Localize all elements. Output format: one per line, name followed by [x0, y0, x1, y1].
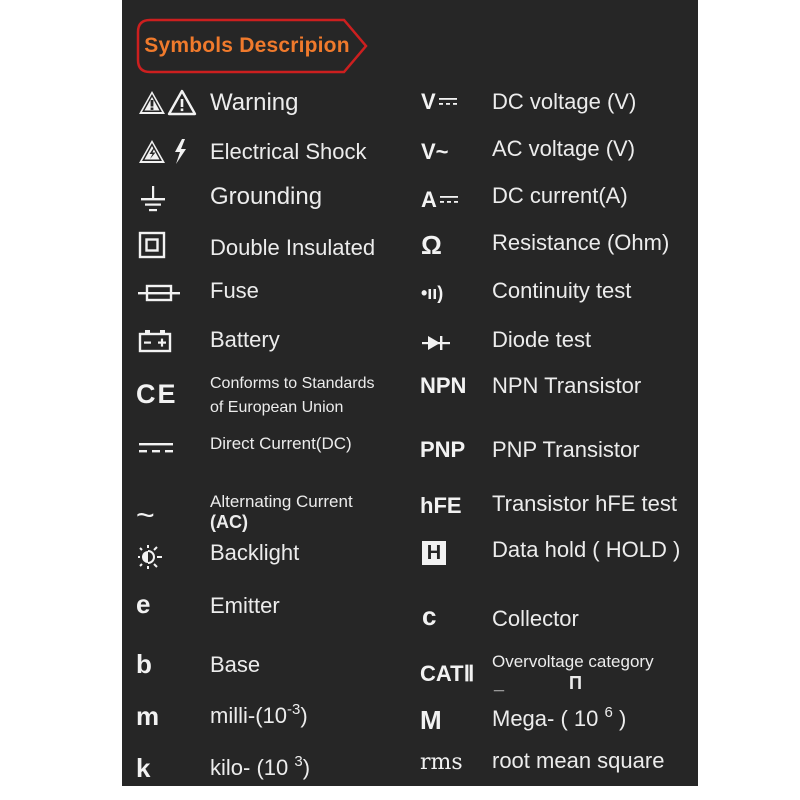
ac-voltage-label: AC voltage (V) [492, 136, 636, 161]
mega-symbol: M [420, 704, 442, 735]
page-title: Symbols Descripion [144, 34, 350, 57]
pnp-label: PNP Transistor [492, 437, 640, 462]
hold-icon [422, 540, 448, 566]
rms-label: root mean square [492, 748, 665, 773]
npn-symbol: NPN [420, 373, 467, 398]
battery-icon [138, 327, 174, 355]
ce-label-line1: Conforms to Standards [210, 375, 375, 392]
overvoltage-label-line1: Overvoltage category [492, 652, 654, 671]
hfe-symbol: hFE [420, 493, 462, 518]
rms-symbol: rms [420, 749, 463, 775]
diode-icon [422, 332, 456, 354]
sun-icon [138, 542, 168, 572]
milli-label: milli-$(10^{-3})$ [210, 701, 308, 728]
dc-voltage-symbol: V [421, 88, 471, 116]
dc-voltage-label: DC voltage (V) [492, 89, 637, 114]
hold-symbol: H [422, 541, 446, 565]
fuse-icon [138, 281, 182, 305]
collector-label: Collector [492, 606, 579, 631]
mega-label: Mega- ( 10 $^6$ ) [492, 704, 627, 731]
ce-label-line2: of European Union [210, 399, 344, 416]
pnp-symbol: PNP [420, 437, 466, 462]
warning-label: Warning [210, 89, 299, 116]
cat-symbol: CATⅡ [420, 661, 475, 686]
title-banner [136, 18, 368, 74]
continuity-symbol: •ıı) [421, 282, 444, 303]
ac-label-line1: Alternating Current [210, 492, 353, 511]
base-symbol: b [136, 648, 152, 679]
npn-label: NPN Transistor [492, 373, 642, 398]
ac-label-line2: (AC) [210, 512, 248, 532]
dc-label: Direct Current(DC) [210, 434, 352, 453]
double-insulated-label: Double Insulated [210, 235, 376, 260]
backlight-label: Backlight [210, 540, 300, 565]
kilo-label: kilo- (10 $^3$) [210, 753, 311, 780]
battery-label: Battery [210, 327, 280, 352]
collector-symbol: c [422, 600, 437, 631]
resistance-label: Resistance (Ohm) [492, 230, 670, 255]
electric-shock-icon [138, 137, 198, 167]
ce-mark: CE [136, 378, 178, 409]
electric-shock-label: Electrical Shock [210, 139, 367, 164]
emitter-symbol: e [136, 588, 151, 619]
overvoltage-label-line2: _ Π [494, 673, 583, 693]
grounding-label: Grounding [210, 183, 323, 210]
ohm-symbol: Ω [421, 229, 442, 260]
symbols-panel [122, 0, 698, 786]
continuity-label: Continuity test [492, 278, 632, 303]
ac-voltage-symbol: V~ [421, 139, 449, 164]
ground-icon [138, 184, 172, 214]
milli-symbol: m [136, 700, 160, 731]
base-label: Base [210, 652, 261, 677]
warning-icon [138, 88, 202, 118]
double-square-icon [138, 230, 168, 260]
diode-label: Diode test [492, 327, 592, 352]
dc-current-symbol: A [421, 186, 471, 214]
ac-tilde-icon: ~ [136, 496, 155, 533]
hold-label: Data hold ( HOLD ) [492, 537, 681, 562]
dc-current-label: DC current(A) [492, 183, 628, 208]
kilo-symbol: k [136, 752, 151, 783]
fuse-label: Fuse [210, 278, 259, 303]
hfe-label: Transistor hFE test [492, 491, 678, 516]
emitter-label: Emitter [210, 593, 280, 618]
dc-lines-icon [138, 438, 178, 458]
